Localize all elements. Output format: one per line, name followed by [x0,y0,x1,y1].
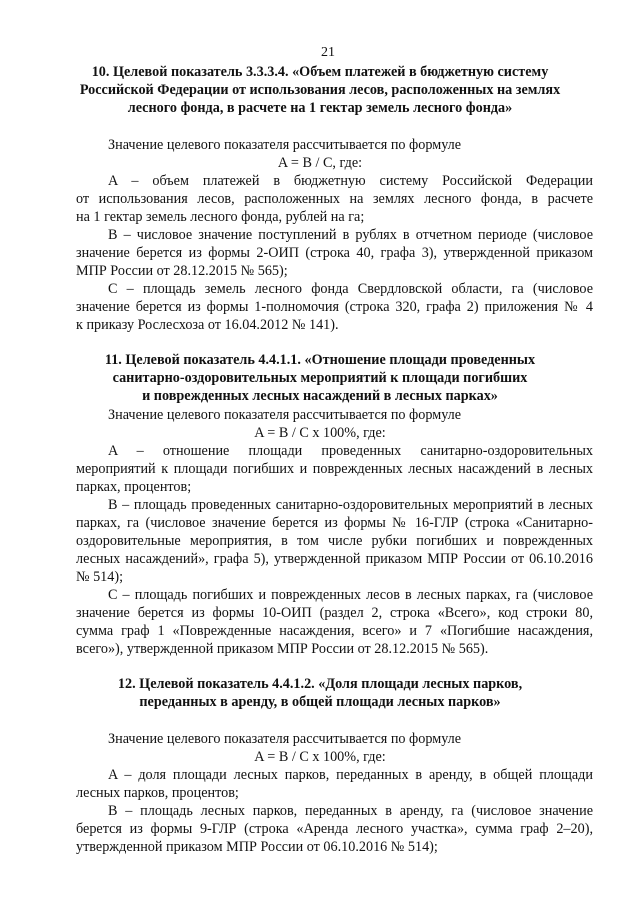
document-text-line: A – доля площади лесных парков, переданных в аренду, в общей площади [108,767,593,783]
document-text-line: C – площадь земель лесного фонда Свердловской области, га (числовое [108,281,593,297]
document-text-line: № 514); [76,569,124,585]
document-text-line: от использования лесов, расположенных на землях лесного фонда, в расчете [76,191,593,207]
document-text-line: A = B / C, где: [277,155,363,171]
document-text-line: A – объем платежей в бюджетную систему Российской Федерации [108,173,593,189]
document-text-line: к приказу Рослесхоза от 16.04.2012 № 141). [76,317,339,333]
document-text-line: C – площадь погибших и поврежденных лесов в лесных парках, га (числовое [108,587,593,603]
document-text-line: Значение целевого показателя рассчитывается по формуле [108,407,462,423]
document-text-line: лесных парков, процентов; [76,785,239,801]
document-text-line: значение берется из формы 2-ОИП (строка 40, графа 3), утвержденной приказом [76,245,593,261]
section-heading-line: переданных в аренду, в общей площади лесных парков» [139,694,501,710]
document-text-line: B – площадь проведенных санитарно-оздоровительных мероприятий в лесных [108,497,593,513]
document-text-line: оздоровительные мероприятия, в том числе рубки погибших и поврежденных [76,533,593,549]
document-text-line: берется из формы 9-ГЛР (строка «Аренда лесного участка», сумма граф 2–20), [76,821,593,837]
document-text-line: сумма граф 1 «Поврежденные насаждения, всего» и 7 «Погибшие насаждения, [76,623,593,639]
section-heading-line: 11. Целевой показатель 4.4.1.1. «Отношение площади проведенных [104,352,536,368]
document-text-line: B – числовое значение поступлений в рублях в отчетном периоде (числовое [108,227,593,243]
document-text-line: лесных насаждений», графа 5), утвержденной приказом МПР России от 06.10.2016 [76,551,593,567]
document-text-line: мероприятий к площади погибших и поврежденных лесных насаждений в лесных [76,461,593,477]
document-text-line: A – отношение площади проведенных санитарно-оздоровительных [108,443,593,459]
document-text-line: B – площадь лесных парков, переданных в аренду, га (числовое значение [108,803,593,819]
document-text-line: парках, процентов; [76,479,192,495]
page-number: 21 [321,45,335,60]
section-heading-line: Российской Федерации от использования лесов, расположенных на землях [79,82,561,98]
document-text-line: утвержденной приказом МПР России от 06.10.2016 № 514); [76,839,438,855]
document-text-line: парках, га (числовое значение берется из формы № 16-ГЛР (строка «Санитарно- [76,515,593,531]
document-text-line: A = B / C x 100%, где: [254,749,386,765]
section-heading-line: санитарно-оздоровительных мероприятий к площади погибших [112,370,528,386]
document-text-line: на 1 гектар земель лесного фонда, рублей на га; [76,209,365,225]
document-text-line: A = B / C x 100%, где: [254,425,386,441]
section-heading-line: лесного фонда, в расчете на 1 гектар земель лесного фонда» [127,100,513,116]
document-text-line: значение берется из формы 1-полномочия (строка 320, графа 2) приложения № 4 [76,299,593,315]
document-text-line: МПР России от 28.12.2015 № 565); [76,263,288,279]
section-heading-line: 12. Целевой показатель 4.4.1.2. «Доля площади лесных парков, [117,676,523,692]
section-heading-line: 10. Целевой показатель 3.3.3.4. «Объем платежей в бюджетную систему [91,64,549,80]
document-text-line: всего»), утвержденной приказом МПР России от 28.12.2015 № 565). [76,641,489,657]
document-text-line: значение берется из формы 10-ОИП (раздел 2, строка «Всего», код строки 80, [76,605,593,621]
section-heading-line: и поврежденных лесных насаждений в лесных парках» [142,388,498,404]
document-text-line: Значение целевого показателя рассчитывается по формуле [108,137,462,153]
document-text-line: Значение целевого показателя рассчитывается по формуле [108,731,462,747]
